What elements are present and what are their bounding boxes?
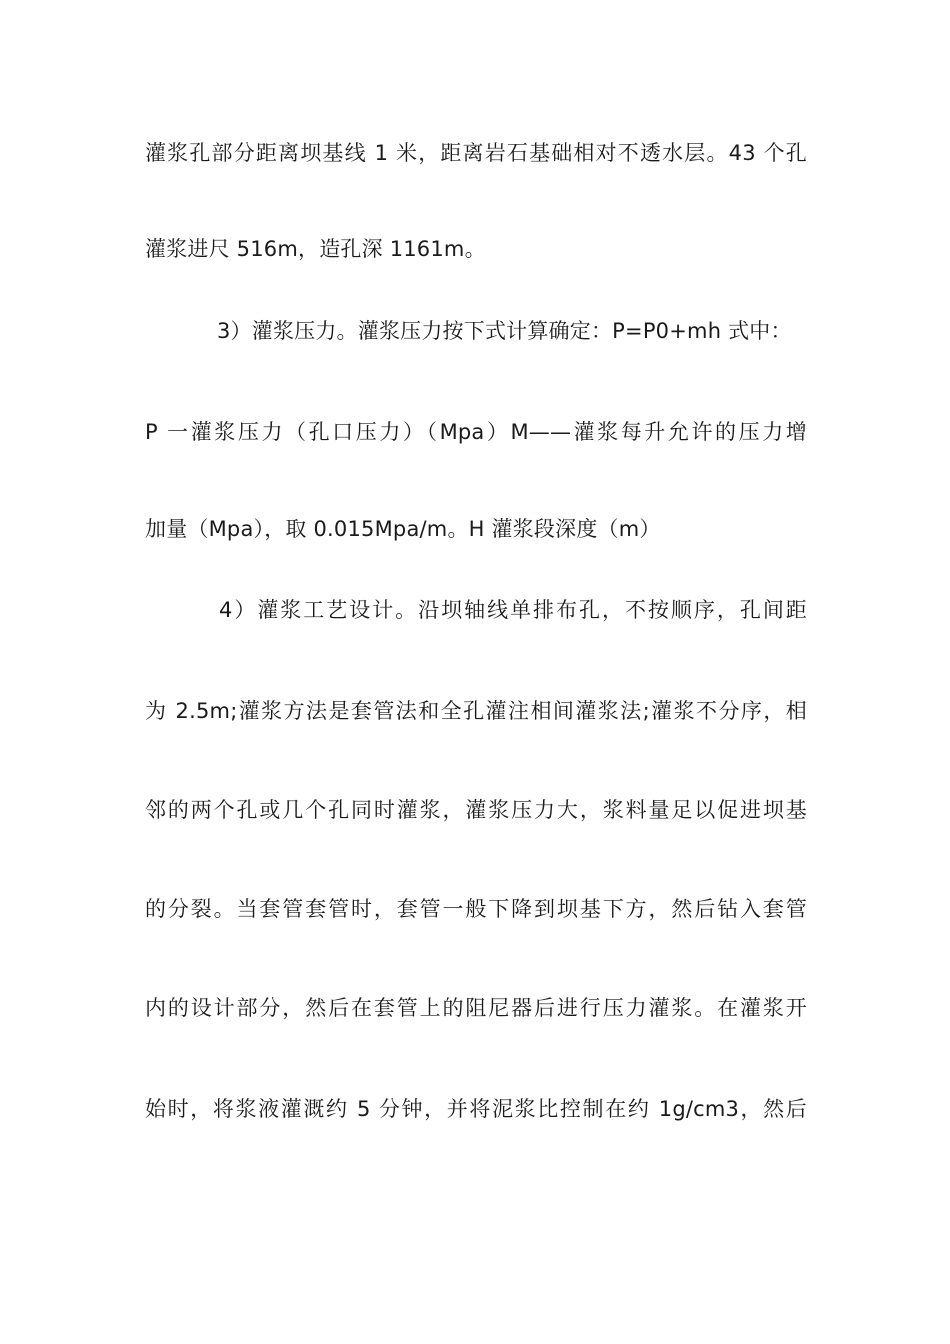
text-line-6: 4）灌浆工艺设计。沿坝轴线单排布孔，不按顺序，孔间距: [219, 598, 807, 622]
text-line-8: 邻的两个孔或几个孔同时灌浆，灌浆压力大，浆料量足以促进坝基: [145, 798, 807, 822]
text-line-5: 加量（Mpa），取 0.015Mpa/m。H 灌浆段深度（m）: [145, 517, 661, 541]
text-line-9: 的分裂。当套管套管时，套管一般下降到坝基下方，然后钻入套管: [145, 897, 807, 921]
text-line-7: 为 2.5m;灌浆方法是套管法和全孔灌注相间灌浆法;灌浆不分序，相: [145, 699, 807, 723]
text-line-2: 灌浆进尺 516m，造孔深 1161m。: [145, 237, 486, 261]
text-line-1: 灌浆孔部分距离坝基线 1 米，距离岩石基础相对不透水层。43 个孔: [145, 141, 807, 165]
text-line-4: P 一灌浆压力（孔口压力）（Mpa）M——灌浆每升允许的压力增: [145, 420, 807, 444]
text-line-3: 3）灌浆压力。灌浆压力按下式计算确定：P=P0+mh 式中：: [217, 319, 792, 343]
text-line-10: 内的设计部分，然后在套管上的阻尼器后进行压力灌浆。在灌浆开: [145, 996, 807, 1020]
text-line-11: 始时，将浆液灌溉约 5 分钟，并将泥浆比控制在约 1g/cm3，然后: [145, 1097, 807, 1121]
